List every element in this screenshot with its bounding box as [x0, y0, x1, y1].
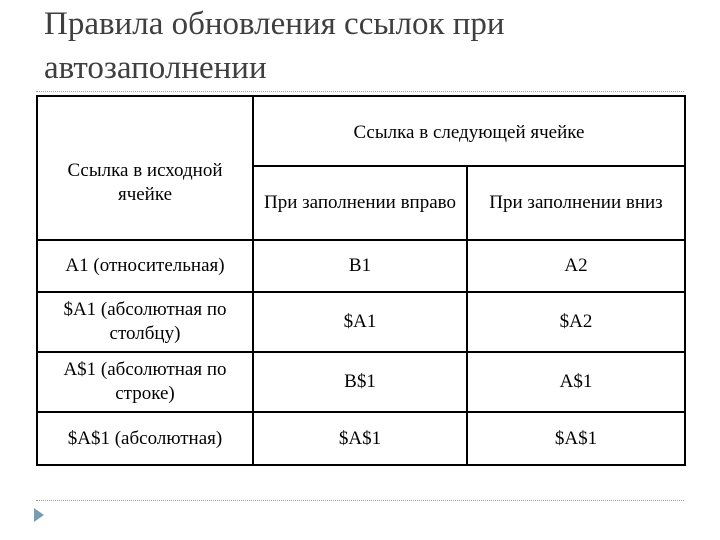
- fill-right-cell: $A1: [253, 292, 467, 352]
- slide-title: Правила обновления ссылок при автозаполнении: [44, 6, 505, 86]
- fill-down-cell: $A2: [467, 292, 685, 352]
- ref-type-cell: A$1 (абсолютная по строке): [37, 352, 253, 412]
- header-next-ref: Ссылка в следующей ячейке: [253, 96, 685, 166]
- ref-type-cell: $A1 (абсолютная по столбцу): [37, 292, 253, 352]
- header-fill-down: При заполнении вниз: [467, 166, 685, 240]
- ref-type-cell: A1 (относительная): [37, 240, 253, 292]
- fill-right-cell: B$1: [253, 352, 467, 412]
- fill-right-cell: B1: [253, 240, 467, 292]
- fill-down-cell: $A$1: [467, 412, 685, 465]
- bullet-triangle-icon: [34, 508, 44, 522]
- table-row: [37, 352, 685, 412]
- title-divider: [36, 91, 684, 92]
- table-row: [37, 240, 685, 292]
- fill-down-cell: A$1: [467, 352, 685, 412]
- header-fill-right: При заполнении вправо: [253, 166, 467, 240]
- ref-type-cell: $A$1 (абсолютная): [37, 412, 253, 465]
- footer-divider: [36, 500, 684, 501]
- fill-down-cell: A2: [467, 240, 685, 292]
- table-row: [37, 412, 685, 465]
- header-source-ref: Ссылка в исходной ячейке: [37, 96, 253, 240]
- fill-right-cell: $A$1: [253, 412, 467, 465]
- table-row: [37, 292, 685, 352]
- reference-table: [36, 95, 686, 466]
